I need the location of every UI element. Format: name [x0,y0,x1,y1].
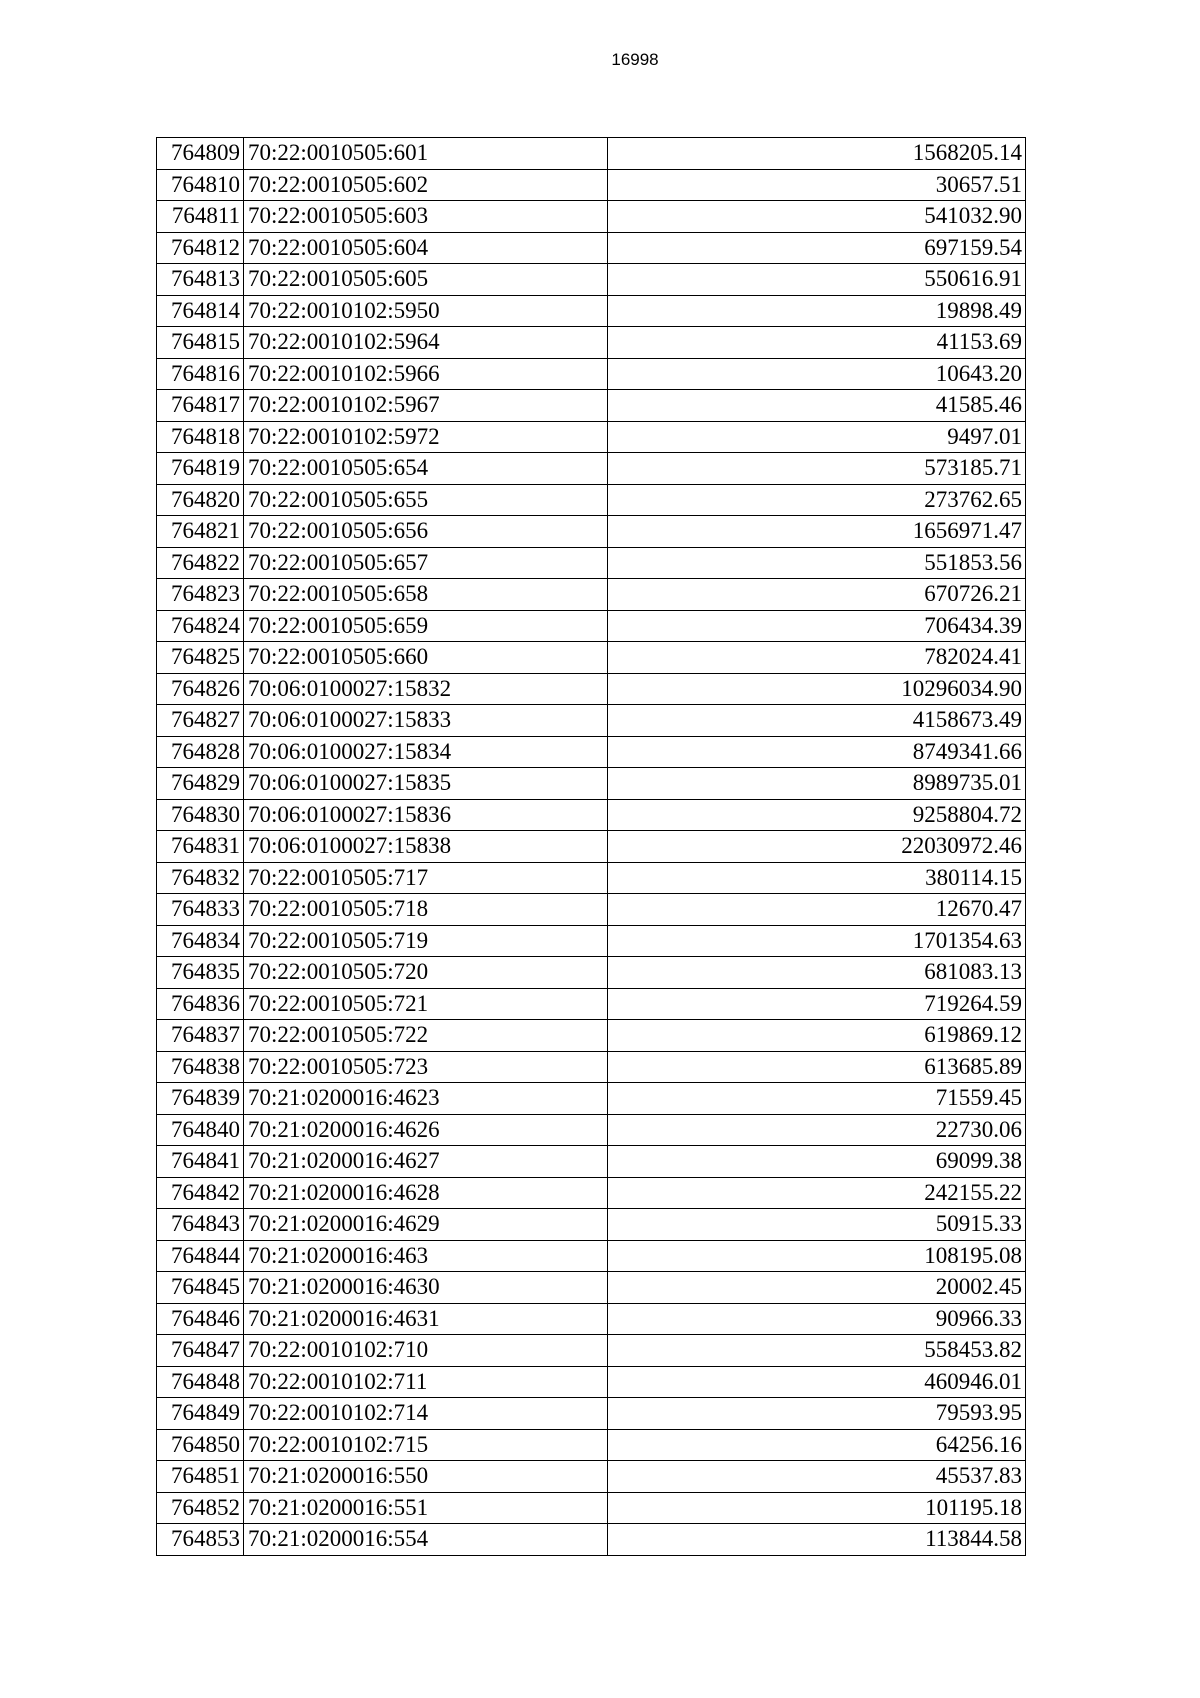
table-row [157,1240,1026,1272]
cadastral-number-cell: 70:22:0010102:710 [244,1335,608,1367]
table-row [157,673,1026,705]
cadastral-number-cell: 70:21:0200016:463 [244,1240,608,1272]
cadastral-number-cell: 70:22:0010102:714 [244,1398,608,1430]
table-row [157,894,1026,926]
value-cell: 273762.65 [608,484,1026,516]
table-row [157,799,1026,831]
row-number-cell: 764835 [157,957,244,989]
cadastral-number-cell: 70:21:0200016:551 [244,1492,608,1524]
row-number-cell: 764820 [157,484,244,516]
table-row [157,1461,1026,1493]
value-cell: 1656971.47 [608,516,1026,548]
row-number-cell: 764817 [157,390,244,422]
value-cell: 22730.06 [608,1114,1026,1146]
table-row [157,705,1026,737]
value-cell: 1701354.63 [608,925,1026,957]
row-number-cell: 764833 [157,894,244,926]
row-number-cell: 764847 [157,1335,244,1367]
cadastral-number-cell: 70:22:0010505:656 [244,516,608,548]
cadastral-number-cell: 70:22:0010505:719 [244,925,608,957]
cadastral-number-cell: 70:22:0010505:604 [244,232,608,264]
value-cell: 782024.41 [608,642,1026,674]
table-row [157,1146,1026,1178]
table-row [157,421,1026,453]
table-row [157,327,1026,359]
table-row [157,1177,1026,1209]
value-cell: 50915.33 [608,1209,1026,1241]
value-cell: 30657.51 [608,169,1026,201]
table-row [157,484,1026,516]
table-row [157,610,1026,642]
cadastral-number-cell: 70:22:0010505:659 [244,610,608,642]
row-number-cell: 764827 [157,705,244,737]
cadastral-number-cell: 70:06:0100027:15835 [244,768,608,800]
value-cell: 380114.15 [608,862,1026,894]
cadastral-number-cell: 70:21:0200016:550 [244,1461,608,1493]
row-number-cell: 764842 [157,1177,244,1209]
table-row [157,264,1026,296]
row-number-cell: 764822 [157,547,244,579]
table-row [157,138,1026,170]
value-cell: 670726.21 [608,579,1026,611]
cadastral-number-cell: 70:22:0010505:723 [244,1051,608,1083]
table-row [157,1083,1026,1115]
value-cell: 573185.71 [608,453,1026,485]
row-number-cell: 764839 [157,1083,244,1115]
cadastral-number-cell: 70:06:0100027:15832 [244,673,608,705]
table-row [157,925,1026,957]
table-row [157,957,1026,989]
value-cell: 9497.01 [608,421,1026,453]
row-number-cell: 764809 [157,138,244,170]
value-cell: 113844.58 [608,1524,1026,1556]
data-table [156,137,1026,1556]
table-row [157,1335,1026,1367]
row-number-cell: 764821 [157,516,244,548]
value-cell: 19898.49 [608,295,1026,327]
cadastral-number-cell: 70:22:0010102:5950 [244,295,608,327]
value-cell: 69099.38 [608,1146,1026,1178]
value-cell: 22030972.46 [608,831,1026,863]
cadastral-number-cell: 70:22:0010505:717 [244,862,608,894]
value-cell: 719264.59 [608,988,1026,1020]
row-number-cell: 764814 [157,295,244,327]
table-body [157,138,1026,1556]
row-number-cell: 764850 [157,1429,244,1461]
table-row [157,642,1026,674]
value-cell: 242155.22 [608,1177,1026,1209]
cadastral-number-cell: 70:21:0200016:554 [244,1524,608,1556]
table-row [157,516,1026,548]
cadastral-number-cell: 70:22:0010505:658 [244,579,608,611]
row-number-cell: 764843 [157,1209,244,1241]
table-row [157,1209,1026,1241]
table-row [157,295,1026,327]
cadastral-number-cell: 70:22:0010102:5967 [244,390,608,422]
cadastral-number-cell: 70:22:0010505:660 [244,642,608,674]
row-number-cell: 764853 [157,1524,244,1556]
cadastral-number-cell: 70:06:0100027:15833 [244,705,608,737]
table-row [157,1492,1026,1524]
value-cell: 460946.01 [608,1366,1026,1398]
row-number-cell: 764844 [157,1240,244,1272]
cadastral-number-cell: 70:22:0010102:711 [244,1366,608,1398]
value-cell: 1568205.14 [608,138,1026,170]
table-row [157,736,1026,768]
value-cell: 697159.54 [608,232,1026,264]
row-number-cell: 764819 [157,453,244,485]
cadastral-number-cell: 70:22:0010505:722 [244,1020,608,1052]
cadastral-number-cell: 70:21:0200016:4628 [244,1177,608,1209]
cadastral-number-cell: 70:22:0010102:5972 [244,421,608,453]
table-row [157,453,1026,485]
row-number-cell: 764811 [157,201,244,233]
row-number-cell: 764825 [157,642,244,674]
row-number-cell: 764834 [157,925,244,957]
value-cell: 9258804.72 [608,799,1026,831]
table-row [157,232,1026,264]
row-number-cell: 764826 [157,673,244,705]
row-number-cell: 764818 [157,421,244,453]
row-number-cell: 764840 [157,1114,244,1146]
cadastral-number-cell: 70:06:0100027:15834 [244,736,608,768]
row-number-cell: 764841 [157,1146,244,1178]
row-number-cell: 764846 [157,1303,244,1335]
cadastral-number-cell: 70:22:0010505:718 [244,894,608,926]
value-cell: 90966.33 [608,1303,1026,1335]
value-cell: 41585.46 [608,390,1026,422]
value-cell: 706434.39 [608,610,1026,642]
value-cell: 10296034.90 [608,673,1026,705]
table-row [157,358,1026,390]
row-number-cell: 764815 [157,327,244,359]
value-cell: 101195.18 [608,1492,1026,1524]
cadastral-number-cell: 70:22:0010505:720 [244,957,608,989]
row-number-cell: 764849 [157,1398,244,1430]
value-cell: 12670.47 [608,894,1026,926]
cadastral-number-cell: 70:21:0200016:4629 [244,1209,608,1241]
cadastral-number-cell: 70:21:0200016:4627 [244,1146,608,1178]
table-row [157,547,1026,579]
table-row [157,988,1026,1020]
value-cell: 4158673.49 [608,705,1026,737]
row-number-cell: 764823 [157,579,244,611]
cadastral-number-cell: 70:22:0010505:654 [244,453,608,485]
cadastral-number-cell: 70:22:0010505:603 [244,201,608,233]
table-row [157,1398,1026,1430]
row-number-cell: 764829 [157,768,244,800]
row-number-cell: 764836 [157,988,244,1020]
row-number-cell: 764851 [157,1461,244,1493]
cadastral-number-cell: 70:22:0010102:5964 [244,327,608,359]
cadastral-number-cell: 70:21:0200016:4631 [244,1303,608,1335]
value-cell: 613685.89 [608,1051,1026,1083]
row-number-cell: 764831 [157,831,244,863]
row-number-cell: 764845 [157,1272,244,1304]
table-row [157,579,1026,611]
row-number-cell: 764810 [157,169,244,201]
table-row [157,768,1026,800]
value-cell: 79593.95 [608,1398,1026,1430]
value-cell: 41153.69 [608,327,1026,359]
row-number-cell: 764832 [157,862,244,894]
row-number-cell: 764838 [157,1051,244,1083]
row-number-cell: 764828 [157,736,244,768]
value-cell: 551853.56 [608,547,1026,579]
cadastral-number-cell: 70:22:0010505:601 [244,138,608,170]
cadastral-number-cell: 70:06:0100027:15838 [244,831,608,863]
value-cell: 45537.83 [608,1461,1026,1493]
cadastral-number-cell: 70:22:0010505:721 [244,988,608,1020]
value-cell: 108195.08 [608,1240,1026,1272]
table-row [157,1020,1026,1052]
table-row [157,862,1026,894]
table-row [157,169,1026,201]
row-number-cell: 764837 [157,1020,244,1052]
cadastral-number-cell: 70:22:0010102:715 [244,1429,608,1461]
table-row [157,1524,1026,1556]
cadastral-number-cell: 70:22:0010505:657 [244,547,608,579]
cadastral-number-cell: 70:06:0100027:15836 [244,799,608,831]
cadastral-number-cell: 70:21:0200016:4626 [244,1114,608,1146]
cadastral-number-cell: 70:22:0010505:655 [244,484,608,516]
table-row [157,1429,1026,1461]
value-cell: 550616.91 [608,264,1026,296]
table-row [157,1303,1026,1335]
value-cell: 681083.13 [608,957,1026,989]
cadastral-number-cell: 70:22:0010505:605 [244,264,608,296]
value-cell: 619869.12 [608,1020,1026,1052]
table-row [157,1114,1026,1146]
value-cell: 20002.45 [608,1272,1026,1304]
table-row [157,201,1026,233]
row-number-cell: 764824 [157,610,244,642]
value-cell: 64256.16 [608,1429,1026,1461]
table-row [157,390,1026,422]
row-number-cell: 764816 [157,358,244,390]
row-number-cell: 764813 [157,264,244,296]
value-cell: 8749341.66 [608,736,1026,768]
cadastral-number-cell: 70:21:0200016:4630 [244,1272,608,1304]
row-number-cell: 764852 [157,1492,244,1524]
value-cell: 8989735.01 [608,768,1026,800]
value-cell: 71559.45 [608,1083,1026,1115]
page-number: 16998 [611,50,659,69]
value-cell: 558453.82 [608,1335,1026,1367]
table-row [157,1366,1026,1398]
table-row [157,831,1026,863]
cadastral-number-cell: 70:22:0010505:602 [244,169,608,201]
row-number-cell: 764830 [157,799,244,831]
row-number-cell: 764812 [157,232,244,264]
table-row [157,1272,1026,1304]
value-cell: 541032.90 [608,201,1026,233]
value-cell: 10643.20 [608,358,1026,390]
cadastral-number-cell: 70:22:0010102:5966 [244,358,608,390]
table-row [157,1051,1026,1083]
row-number-cell: 764848 [157,1366,244,1398]
cadastral-number-cell: 70:21:0200016:4623 [244,1083,608,1115]
